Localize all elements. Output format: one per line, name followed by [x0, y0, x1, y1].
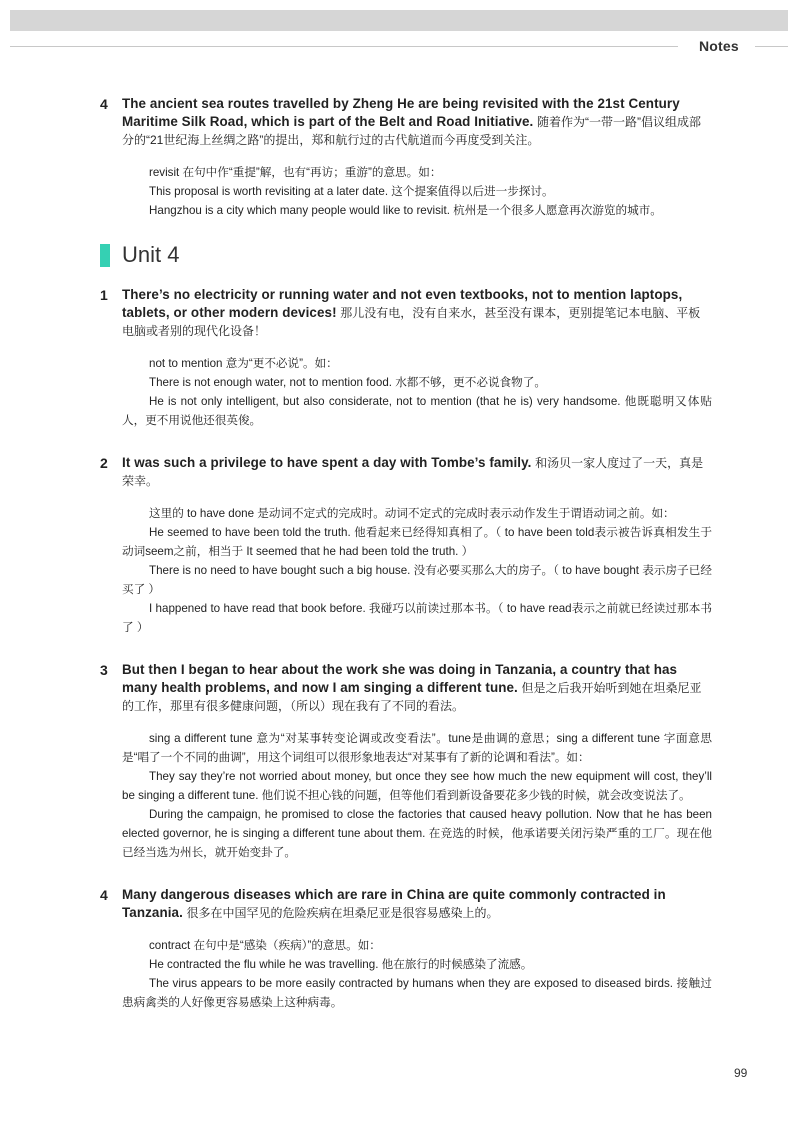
item-sentence-zh: 那儿没有电，没有自来水，甚至没有课本，更别提笔记本电脑、平板电脑或者别的现代化设备！: [122, 306, 701, 338]
page-number: 99: [734, 1066, 748, 1080]
item-explanation: [122, 504, 712, 637]
item-sentence-en: Many dangerous diseases which are rare in China are quite commonly contracted in Tanzania.: [122, 887, 666, 920]
explanation-line: revisit 在句中作“重提”解，也有“再访；重游”的意思。如：: [149, 166, 442, 179]
item-sentence-en: There’s no electricity or running water and not even textbooks, not to mention laptops, tablets, or other modern devices!: [122, 287, 683, 320]
item-number: 3: [100, 662, 108, 678]
item-sentence-en: It was such a privilege to have spent a day with Tombe’s family.: [122, 455, 532, 470]
item-sentence: [122, 95, 712, 149]
explanation-line: 这里的 to have done 是动词不定式的完成时。动词不定式的完成时表示动作发生于谓语动词之前。如：: [149, 507, 675, 520]
explanation-line: The virus appears to be more easily contracted by humans when they are exposed to diseased birds. 接触过患病禽类的人好像更容易感染上这种病毒。: [122, 977, 712, 1009]
item-sentence-zh: 随着作为“一带一路”倡议组成部分的“21世纪海上丝绸之路”的提出，郑和航行过的古代航道而今再度受到关注。: [122, 115, 701, 147]
explanation-line: not to mention 意为“更不必说”。如：: [149, 357, 338, 370]
item-number: 4: [100, 96, 108, 112]
top-header-band: [10, 10, 788, 31]
page-content: [100, 95, 712, 1012]
unit-title: Unit 4: [122, 242, 180, 267]
item-sentence: [122, 286, 712, 340]
item-explanation: [122, 729, 712, 862]
item-sentence-zh: 但是之后我开始听到她在坦桑尼亚的工作，那里有很多健康问题，（所以）现在我有了不同的看法。: [122, 681, 702, 713]
explanation-line: contract 在句中是“感染（疾病）”的意思。如：: [149, 939, 381, 952]
item-sentence: [122, 454, 712, 490]
item-number: 4: [100, 887, 108, 903]
unit-accent-bar: [100, 244, 110, 267]
item-explanation: [122, 936, 712, 1012]
item-sentence-zh: 和汤贝一家人度过了一天，真是荣幸。: [122, 456, 704, 488]
explanation-line: Hangzhou is a city which many people would like to revisit. 杭州是一个很多人愿意再次游览的城市。: [149, 204, 662, 217]
item-sentence-zh: 很多在中国罕见的危险疾病在坦桑尼亚是很容易感染上的。: [186, 906, 499, 920]
item-number: 2: [100, 455, 108, 471]
explanation-line: This proposal is worth revisiting at a later date. 这个提案值得以后进一步探讨。: [149, 185, 554, 198]
unit-heading: [100, 240, 712, 270]
notes-rule-right: [755, 46, 788, 47]
notes-rule-left: [10, 46, 678, 47]
note-item-3: [100, 661, 712, 862]
explanation-line: There is no need to have bought such a big house. 没有必要买那么大的房子。（ to have bought 表示房子已经买了 ）: [122, 564, 712, 596]
note-item-1: [100, 286, 712, 430]
item-sentence: [122, 661, 712, 715]
item-sentence: [122, 886, 712, 922]
explanation-line: They say they’re not worried about money, but once they see how much the new equipment will cost, they’ll be singing a different tune. 他们说不担心钱的问题，但等他们看到新设备要花多少钱的时候，就会改变说法了。: [122, 770, 712, 802]
explanation-line: He contracted the flu while he was travelling. 他在旅行的时候感染了流感。: [149, 958, 533, 971]
explanation-line: He is not only intelligent, but also considerate, not to mention (that he is) very handsome. 他既聪明又体贴人，更不用说他还很英俊。: [122, 395, 712, 427]
note-item-prev-4: [100, 95, 712, 220]
item-number: 1: [100, 287, 108, 303]
explanation-line: I happened to have read that book before. 我碰巧以前读过那本书。（ to have read表示之前就已经读过那本书了 ）: [122, 602, 712, 634]
notes-label: Notes: [699, 38, 739, 54]
explanation-line: He seemed to have been told the truth. 他看起来已经得知真相了。（ to have been told表示被告诉真相发生于动词seem之前，相当于 It seemed that he had been told the truth. ）: [122, 526, 712, 558]
item-sentence-en: But then I began to hear about the work she was doing in Tanzania, a country that has many health problems, and now I am singing a different tune.: [122, 662, 678, 695]
explanation-line: During the campaign, he promised to close the factories that caused heavy pollution. Now that he has been elected governor, he is singing a different tune about them. 在竞选的时候，他承诺要关闭污染严重的工厂。现在他已经当选为州长，就开始变卦了。: [122, 808, 712, 859]
note-item-4: [100, 886, 712, 1012]
item-sentence-en: The ancient sea routes travelled by Zheng He are being revisited with the 21st Century Maritime Silk Road, which is part of the Belt and Road Initiative.: [122, 96, 680, 129]
explanation-line: sing a different tune 意为“对某事转变论调或改变看法”。tune是曲调的意思；sing a different tune 字面意思是“唱了一个不同的曲调”，用这个词组可以很形象地表达“对某事有了新的论调和看法”。如：: [122, 732, 712, 764]
item-explanation: [122, 354, 712, 430]
item-explanation: [122, 163, 712, 220]
note-item-2: [100, 454, 712, 637]
explanation-line: There is not enough water, not to mention food. 水都不够，更不必说食物了。: [149, 376, 546, 389]
